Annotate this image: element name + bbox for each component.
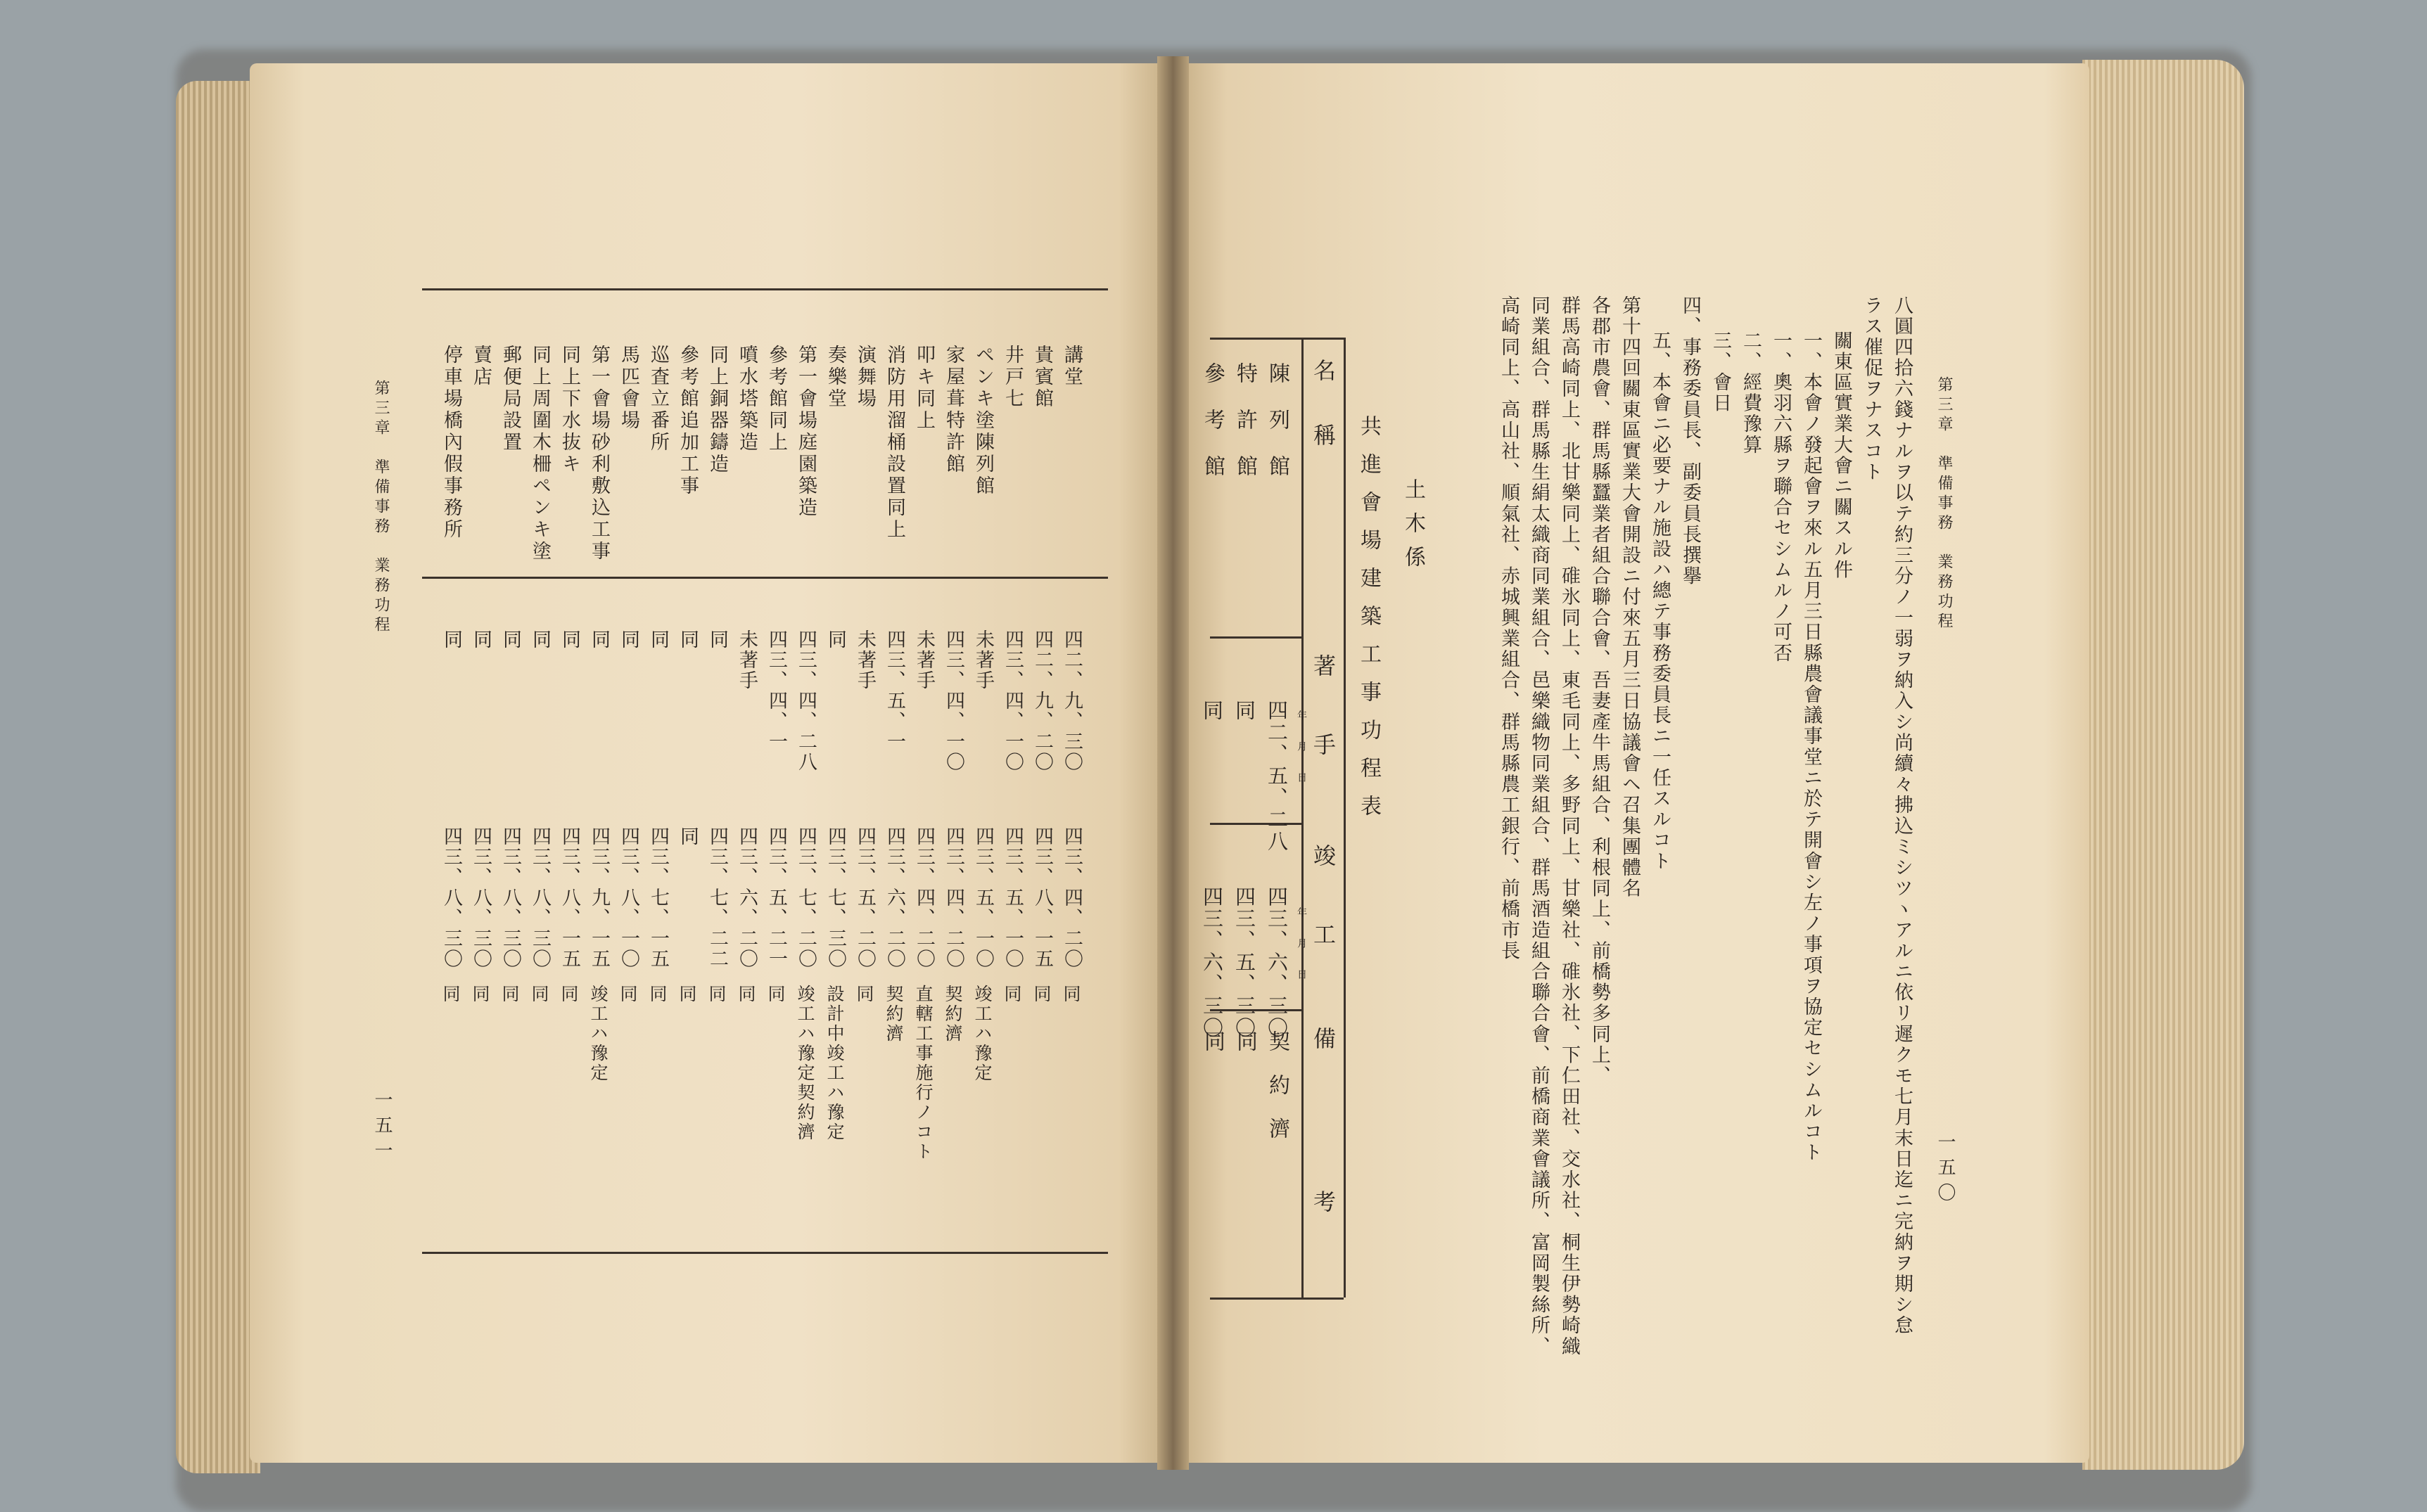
right-completed-units: 年月日 [1296,907,1307,1000]
left-row-name: 第一會場砂利敷込工事 [588,345,610,563]
left-row-completed: 同 [677,826,699,847]
right-header-started: 著手 [1310,654,1337,812]
right-text-line: 四、事務委員長、副委員長撰擧 [1679,295,1701,587]
right-row-completed: 四三、五、三〇 [1232,886,1256,1039]
left-row-completed: 四三、七、二二 [706,826,728,969]
left-row-name: 家屋葺特許館 [943,345,964,475]
left-row-name: 馬匹會場 [618,345,639,432]
right-text-line: 五、本會ニ必要ナル施設ハ總テ事務委員長ニ一任スルコト [1649,331,1671,872]
left-row-note: 契約濟 [943,985,963,1044]
left-row-name: 賣店 [470,345,492,388]
left-row-started: 四三、四、一 [765,629,787,752]
left-row-completed: 四三、五、二〇 [854,826,876,969]
right-running-header: 第三章 準備事務 業務功程 [1935,376,1953,632]
right-text-line: 關東區實業大會ニ關スル件 [1830,331,1852,581]
right-row-note: 契約濟 [1265,1030,1289,1161]
left-row-completed: 四三、六、二〇 [884,826,905,969]
right-row-completed: 四三、六、三〇 [1265,886,1289,1039]
left-row-started: 同 [588,629,610,650]
left-row-started: 未著手 [736,629,758,691]
right-row-completed: 四三、六、三〇 [1200,886,1224,1039]
left-row-completed: 四三、八、一五 [559,826,580,969]
left-table-top-rule [422,288,1108,290]
right-text-line: 二、經費豫算 [1740,331,1762,456]
left-row-note: 同 [736,985,756,1004]
left-row-name: 叩キ同上 [913,345,935,432]
left-row-name: 同上下水抜キ [559,345,580,475]
left-row-name: 貴賓館 [1031,345,1053,410]
right-row-name: 參考館 [1200,362,1225,501]
left-page-number: 一五一 [371,1090,393,1166]
left-row-started: 四三、四、一〇 [943,629,964,772]
left-row-completed: 四三、八、三〇 [440,826,462,969]
left-row-completed: 四三、八、三〇 [529,826,551,969]
left-row-started: 同 [440,629,462,650]
right-header-name: 名稱 [1310,359,1337,488]
left-row-started: 四三、四、二八 [795,629,817,772]
left-row-started: 未著手 [972,629,994,691]
right-row-started: 四二、五、二八 [1265,700,1289,852]
right-text-line: 第十四回關東區實業大會開設ニ付來五月三日協議會ヘ召集團體名 [1619,295,1641,899]
left-row-note: 同 [529,985,549,1004]
left-row-completed: 四三、四、二〇 [1061,826,1083,969]
left-row-started: 同 [499,629,521,650]
left-row-note: 同 [499,985,520,1004]
right-page-number: 一五〇 [1935,1132,1956,1208]
left-row-started: 同 [618,629,639,650]
left-row-note: 同 [677,985,697,1004]
left-row-completed: 四三、六、二〇 [736,826,758,969]
right-row-note: 同 [1200,1030,1225,1074]
left-row-name: 噴水塔築造 [736,345,758,454]
right-text-line: 八圓四拾六錢ナルヲ以テ約三分ノ一弱ヲ納入シ尚續々拂込ミシツヽアルニ依リ遲クモ七月末日迄ニ完納ヲ期シ怠 [1891,295,1913,1336]
left-row-name: 同上周圍木柵ペンキ塗 [529,345,551,563]
left-row-completed: 四三、七、一五 [647,826,669,969]
left-row-note: 同 [706,985,727,1004]
left-row-note: 同 [1061,985,1081,1004]
left-row-started: 四二、九、三〇 [1061,629,1083,772]
right-text-line: 一、本會ノ發起會ヲ來ル五月三日縣農會議事堂ニ於テ開會シ左ノ事項ヲ協定セシムルコト [1800,331,1822,1163]
left-row-completed: 四三、四、二〇 [913,826,935,969]
left-row-name: 參考館追加工事 [677,345,699,497]
right-text-line: 高崎同上、高山社、順氣社、赤城興業組合、群馬縣農工銀行、前橋市長 [1498,295,1520,962]
right-text-line: 群馬高崎同上、北甘樂同上、碓氷同上、東毛同上、多野同上、甘樂社、碓氷社、下仁田社、交水社、桐生伊勢崎織 [1558,295,1580,1357]
left-row-name: 第一會場庭園築造 [795,345,817,519]
left-row-started: 四三、四、一〇 [1002,629,1024,772]
left-table-bottom-rule [422,1252,1108,1254]
left-row-name: 同上銅器鑄造 [706,345,728,475]
left-row-started: 同 [677,629,699,650]
left-row-completed: 四三、七、二〇 [795,826,817,969]
left-row-started: 四二、九、二〇 [1031,629,1053,772]
left-row-completed: 四三、九、一五 [588,826,610,969]
left-row-started: 四三、五、一 [884,629,905,752]
right-table-header-divider [1301,338,1304,1298]
right-section-author: 土木係 [1401,478,1425,579]
right-header-note: 備考 [1310,1027,1337,1353]
left-row-started: 未著手 [854,629,876,691]
right-row-name: 陳列館 [1265,362,1289,501]
left-row-note: 同 [618,985,638,1004]
left-row-completed: 四三、五、一〇 [1002,826,1024,969]
right-header-completed: 竣工 [1310,844,1337,1001]
left-row-started: 同 [529,629,551,650]
left-row-note: 竣工ハ豫定 [588,985,609,1083]
left-row-name: 消防用溜桶設置同上 [884,345,905,541]
left-row-completed: 四三、八、三〇 [499,826,521,969]
left-row-note: 同 [854,985,874,1004]
left-page-edges [176,81,260,1473]
left-row-note: 直轄工事施行ノコト [913,985,934,1162]
left-row-name: 講堂 [1061,345,1083,388]
right-page-edges [2082,60,2244,1470]
left-row-completed: 四三、八、一〇 [618,826,639,969]
left-row-completed: 四三、五、二一 [765,826,787,969]
left-row-name: 停車場橋內假事務所 [440,345,462,541]
left-row-started: 同 [559,629,580,650]
right-row-started: 同 [1200,700,1224,722]
left-row-completed: 四三、七、三〇 [824,826,846,969]
left-row-name: 參考館同上 [765,345,787,454]
left-row-name: ペンキ塗陳列館 [972,345,994,497]
left-row-completed: 四三、八、一五 [1031,826,1053,969]
left-row-note: 同 [1031,985,1052,1004]
left-row-note: 同 [765,985,786,1004]
right-table-row-rule [1210,636,1301,639]
right-text-line: 各郡市農會、群馬縣蠶業者組合聯合會、吾妻產牛馬組合、利根同上、前橋勢多同上、 [1588,295,1610,1087]
left-row-note: 設計中竣工ハ豫定 [824,985,845,1142]
right-text-line: ラス催促ヲナスコト [1861,295,1883,483]
left-row-completed: 四三、五、一〇 [972,826,994,969]
left-row-note: 竣工ハ豫定契約濟 [795,985,815,1142]
left-row-completed: 四三、八、三〇 [470,826,492,969]
right-text-line: 三、會日 [1709,331,1731,414]
left-row-started: 未著手 [913,629,935,691]
left-row-note: 同 [440,985,461,1004]
left-row-started: 同 [824,629,846,650]
left-running-header: 第三章 準備事務 業務功程 [372,380,390,636]
right-table-right-rule [1344,338,1346,1298]
right-text-line: 同業組合、群馬縣生絹太織商同業組合、邑樂織物同業組合、群馬酒造組合聯合會、前橋商業會議所、富岡製絲所、 [1528,295,1550,1357]
right-text-line: 一、奧羽六縣ヲ聯合セシムルノ可否 [1770,331,1792,664]
left-row-note: 同 [559,985,579,1004]
left-row-note: 竣工ハ豫定 [972,985,993,1083]
left-table-name-divider [422,577,1108,579]
left-row-started: 同 [647,629,669,650]
right-started-units: 年月日 [1296,710,1307,803]
right-row-note: 同 [1232,1030,1257,1074]
right-row-started: 同 [1232,700,1256,722]
left-row-note: 契約濟 [884,985,904,1044]
left-row-name: 奏樂堂 [824,345,846,410]
left-row-note: 同 [647,985,668,1004]
left-row-name: 郵便局設置 [499,345,521,454]
left-row-note: 同 [470,985,490,1004]
right-table-top-rule [1210,338,1344,340]
book-gutter [1157,56,1189,1470]
left-row-started: 同 [706,629,728,650]
left-row-completed: 四三、四、二〇 [943,826,964,969]
left-row-name: 井戸七 [1002,345,1024,410]
right-row-name: 特許館 [1232,362,1257,501]
left-row-note: 同 [1002,985,1022,1004]
left-row-name: 巡査立番所 [647,345,669,454]
left-row-name: 演舞場 [854,345,876,410]
right-section-title: 共進會場建築工事功程表 [1356,415,1381,833]
left-row-started: 同 [470,629,492,650]
